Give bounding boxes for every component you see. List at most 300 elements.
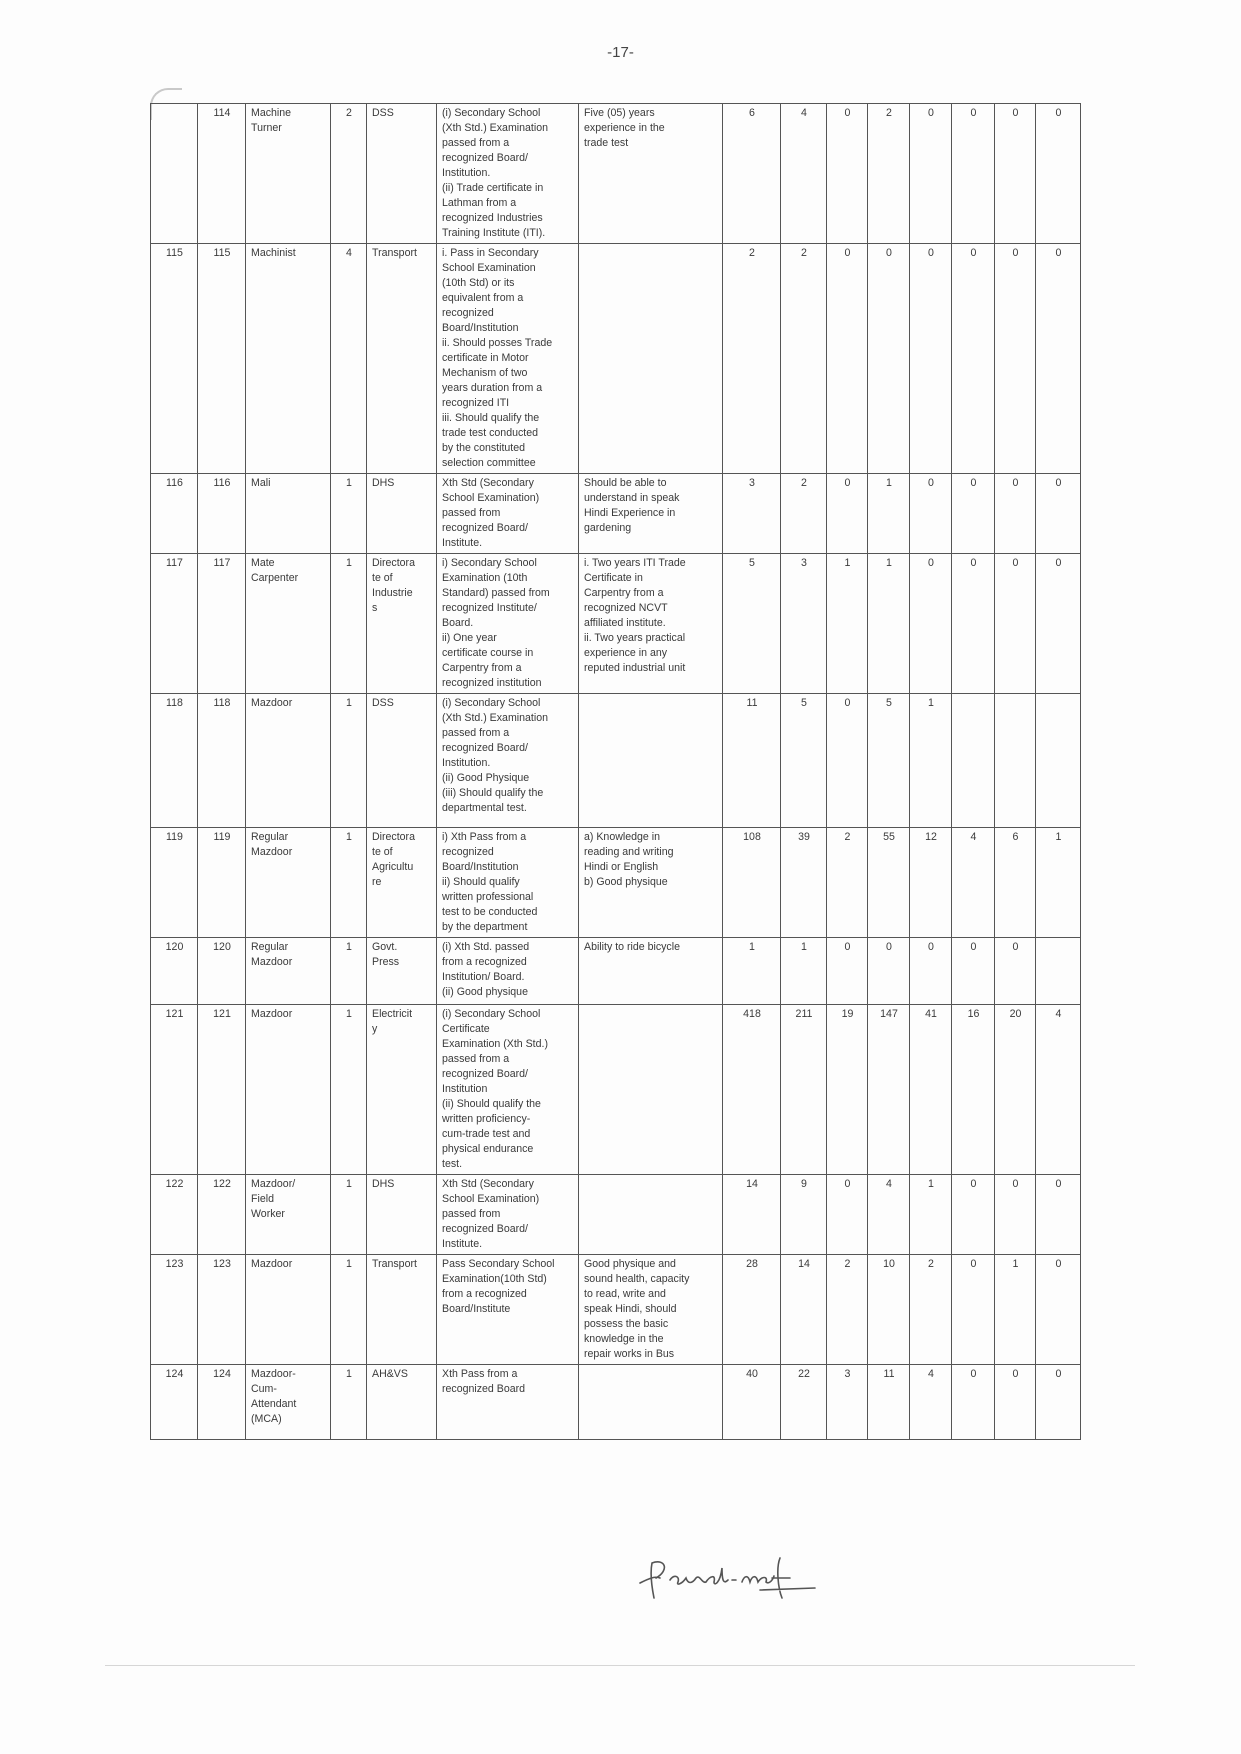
count-cell [1036,694,1081,828]
count-cell: 2 [781,474,827,554]
count-cell: 41 [910,1005,952,1175]
essential-qualification-cell-line: i. Pass in Secondary [442,247,539,259]
essential-qualification-cell [437,554,579,694]
count-cell: 11 [723,694,781,828]
essential-qualification-cell-line: (ii) Good physique [442,986,528,998]
desirable-qualification-cell [579,1005,723,1175]
department-cell-line: DSS [372,697,394,709]
serial-number-cell [151,104,198,244]
department-cell [367,694,437,828]
post-name-cell-line: Attendant [251,1398,297,1410]
table-row [151,1255,1081,1365]
serial-number-cell: 115 [151,244,198,474]
essential-qualification-cell-line: physical endurance [442,1143,534,1155]
desirable-qualification-cell-line: experience in the [584,122,665,134]
count-cell [1036,938,1081,1005]
essential-qualification-cell-line: (ii) Should qualify the [442,1098,541,1110]
essential-qualification-cell-line: by the department [442,921,528,933]
essential-qualification-cell-line: written proficiency- [442,1113,531,1125]
post-name-cell-line: Machine [251,107,292,119]
count-cell: 0 [952,244,995,474]
desirable-qualification-cell-line: reading and writing [584,846,674,858]
count-cell: 28 [723,1255,781,1365]
count-cell: 418 [723,1005,781,1175]
vacancies-cell: 1 [331,828,367,938]
essential-qualification-cell-line: Institution. [442,757,491,769]
desirable-qualification-cell-line: trade test [584,137,629,149]
essential-qualification-cell-line: recognized Institute/ [442,602,537,614]
count-cell: 22 [781,1365,827,1440]
table-row [151,104,1081,244]
desirable-qualification-cell [579,474,723,554]
table-row [151,1175,1081,1255]
essential-qualification-cell-line: recognized Board [442,1383,526,1395]
count-cell: 0 [827,244,868,474]
desirable-qualification-cell-line: knowledge in the [584,1333,664,1345]
post-number-cell: 120 [198,938,246,1005]
department-cell [367,104,437,244]
count-cell: 6 [723,104,781,244]
essential-qualification-cell-line: recognized institution [442,677,542,689]
desirable-qualification-cell-line: understand in speak [584,492,680,504]
post-name-cell-line: Mazdoor [251,1258,293,1270]
post-name-cell-line: Regular [251,941,289,953]
essential-qualification-cell-line: (ii) Trade certificate in [442,182,544,194]
essential-qualification-cell [437,104,579,244]
count-cell: 1 [1036,828,1081,938]
count-cell: 10 [868,1255,910,1365]
serial-number-cell: 120 [151,938,198,1005]
post-name-cell [246,1005,331,1175]
essential-qualification-cell [437,244,579,474]
department-cell-line: AH&VS [372,1368,408,1380]
department-cell-line: y [372,1023,378,1035]
desirable-qualification-cell-line: repair works in Bus [584,1348,675,1360]
essential-qualification-cell [437,938,579,1005]
vacancies-cell: 1 [331,1255,367,1365]
count-cell: 147 [868,1005,910,1175]
desirable-qualification-cell-line: b) Good physique [584,876,668,888]
essential-qualification-cell-line: Board. [442,617,474,629]
desirable-qualification-cell-line: Hindi Experience in [584,507,676,519]
essential-qualification-cell-line: (i) Secondary School [442,697,541,709]
post-name-cell-line: Mazdoor [251,956,293,968]
essential-qualification-cell-line: trade test conducted [442,427,538,439]
essential-qualification-cell-line: School Examination [442,262,536,274]
count-cell: 2 [827,828,868,938]
count-cell: 0 [827,1175,868,1255]
count-cell: 1 [723,938,781,1005]
count-cell: 0 [952,1255,995,1365]
essential-qualification-cell-line: certificate in Motor [442,352,529,364]
essential-qualification-cell-line: (ii) Good Physique [442,772,530,784]
desirable-qualification-cell-line: experience in any [584,647,668,659]
count-cell: 0 [952,104,995,244]
serial-number-cell: 123 [151,1255,198,1365]
desirable-qualification-cell [579,1175,723,1255]
count-cell: 4 [1036,1005,1081,1175]
post-name-cell-line: Mazdoor- [251,1368,296,1380]
count-cell: 0 [868,244,910,474]
count-cell [952,694,995,828]
post-number-cell: 121 [198,1005,246,1175]
essential-qualification-cell-line: (Xth Std.) Examination [442,712,548,724]
essential-qualification-cell-line: departmental test. [442,802,527,814]
essential-qualification-cell-line: cum-trade test and [442,1128,531,1140]
count-cell: 0 [827,938,868,1005]
count-cell: 0 [952,938,995,1005]
essential-qualification-cell-line: recognized ITI [442,397,510,409]
essential-qualification-cell-line: Institution. [442,167,491,179]
essential-qualification-cell-line: passed from a [442,137,510,149]
post-name-cell-line: Carpenter [251,572,299,584]
essential-qualification-cell-line: written professional [442,891,534,903]
post-name-cell-line: Cum- [251,1383,277,1395]
post-number-cell: 119 [198,828,246,938]
post-number-cell: 116 [198,474,246,554]
essential-qualification-cell-line: Board/Institute [442,1303,511,1315]
vacancies-cell: 1 [331,1175,367,1255]
count-cell: 0 [995,554,1036,694]
count-cell: 5 [868,694,910,828]
vacancies-cell: 1 [331,1365,367,1440]
desirable-qualification-cell-line: reputed industrial unit [584,662,686,674]
essential-qualification-cell-line: ii. Should posses Trade [442,337,553,349]
department-cell-line: Transport [372,1258,417,1270]
essential-qualification-cell-line: passed from a [442,1053,510,1065]
count-cell: 1 [910,1175,952,1255]
desirable-qualification-cell [579,554,723,694]
department-cell-line: Transport [372,247,417,259]
essential-qualification-cell [437,1005,579,1175]
serial-number-cell: 119 [151,828,198,938]
signature [630,1548,820,1608]
count-cell: 0 [995,474,1036,554]
department-cell [367,1175,437,1255]
essential-qualification-cell-line: by the constituted [442,442,526,454]
department-cell [367,1255,437,1365]
desirable-qualification-cell-line: Hindi or English [584,861,659,873]
department-cell-line: DSS [372,107,394,119]
post-name-cell-line: Machinist [251,247,296,259]
desirable-qualification-cell [579,938,723,1005]
count-cell: 1 [868,474,910,554]
count-cell: 1 [781,938,827,1005]
desirable-qualification-cell-line: a) Knowledge in [584,831,660,843]
count-cell: 0 [952,554,995,694]
desirable-qualification-cell-line: Carpentry from a [584,587,664,599]
desirable-qualification-cell-line: sound health, capacity [584,1273,690,1285]
count-cell: 0 [868,938,910,1005]
count-cell: 55 [868,828,910,938]
count-cell: 0 [910,554,952,694]
vacancies-cell: 1 [331,474,367,554]
post-name-cell-line: Regular [251,831,289,843]
vacancies-cell: 1 [331,694,367,828]
post-name-cell-line: Turner [251,122,282,134]
count-cell: 0 [1036,554,1081,694]
count-cell: 0 [995,104,1036,244]
count-cell: 9 [781,1175,827,1255]
post-name-cell [246,244,331,474]
count-cell: 0 [1036,1175,1081,1255]
post-name-cell [246,1255,331,1365]
count-cell: 0 [952,1175,995,1255]
count-cell: 1 [868,554,910,694]
desirable-qualification-cell [579,694,723,828]
count-cell: 0 [910,104,952,244]
vacancies-cell: 2 [331,104,367,244]
department-cell [367,938,437,1005]
desirable-qualification-cell [579,1365,723,1440]
post-name-cell-line: (MCA) [251,1413,282,1425]
count-cell: 211 [781,1005,827,1175]
essential-qualification-cell-line: Institution [442,1083,488,1095]
department-cell [367,554,437,694]
table-row [151,1005,1081,1175]
count-cell: 0 [827,474,868,554]
vacancies-cell: 1 [331,1005,367,1175]
count-cell: 12 [910,828,952,938]
count-cell: 0 [1036,474,1081,554]
count-cell: 0 [952,474,995,554]
post-name-cell-line: Mazdoor/ [251,1178,296,1190]
count-cell: 0 [995,1175,1036,1255]
desirable-qualification-cell-line: Good physique and [584,1258,676,1270]
post-name-cell-line: Mazdoor [251,846,293,858]
post-name-cell-line: Mali [251,477,271,489]
post-name-cell [246,938,331,1005]
serial-number-cell: 122 [151,1175,198,1255]
essential-qualification-cell-line: School Examination) [442,492,540,504]
table-row [151,1365,1081,1440]
count-cell: 1 [827,554,868,694]
essential-qualification-cell-line: Carpentry from a [442,662,522,674]
desirable-qualification-cell-line: i. Two years ITI Trade [584,557,686,569]
post-name-cell-line: Mazdoor [251,1008,293,1020]
essential-qualification-cell-line: selection committee [442,457,536,469]
count-cell: 2 [868,104,910,244]
table-row [151,554,1081,694]
count-cell: 39 [781,828,827,938]
count-cell: 5 [781,694,827,828]
count-cell: 0 [1036,104,1081,244]
post-name-cell [246,1175,331,1255]
post-name-cell [246,554,331,694]
essential-qualification-cell-line: equivalent from a [442,292,524,304]
essential-qualification-cell-line: (10th Std) or its [442,277,515,289]
essential-qualification-cell-line: (i) Secondary School [442,1008,541,1020]
essential-qualification-cell-line: School Examination) [442,1193,540,1205]
count-cell: 2 [781,244,827,474]
count-cell: 5 [723,554,781,694]
count-cell: 0 [1036,244,1081,474]
count-cell: 0 [1036,1365,1081,1440]
essential-qualification-cell-line: Examination (Xth Std.) [442,1038,548,1050]
desirable-qualification-cell-line: ii. Two years practical [584,632,686,644]
post-number-cell: 115 [198,244,246,474]
essential-qualification-cell-line: Pass Secondary School [442,1258,555,1270]
essential-qualification-cell-line: (iii) Should qualify the [442,787,544,799]
essential-qualification-cell-line: Mechanism of two [442,367,528,379]
essential-qualification-cell [437,828,579,938]
essential-qualification-cell-line: recognized Industries [442,212,543,224]
count-cell: 3 [781,554,827,694]
essential-qualification-cell-line: recognized Board/ [442,1223,528,1235]
essential-qualification-cell-line: iii. Should qualify the [442,412,540,424]
page-number: -17- [607,44,634,61]
essential-qualification-cell [437,1175,579,1255]
essential-qualification-cell-line: from a recognized [442,1288,527,1300]
count-cell: 4 [952,828,995,938]
post-name-cell-line: Mazdoor [251,697,293,709]
serial-number-cell: 124 [151,1365,198,1440]
essential-qualification-cell [437,1255,579,1365]
count-cell: 19 [827,1005,868,1175]
count-cell: 2 [910,1255,952,1365]
department-cell [367,474,437,554]
essential-qualification-cell-line: years duration from a [442,382,543,394]
post-name-cell [246,104,331,244]
count-cell: 14 [723,1175,781,1255]
desirable-qualification-cell-line: possess the basic [584,1318,669,1330]
department-cell-line: Electricit [372,1008,413,1020]
count-cell: 1 [995,1255,1036,1365]
department-cell-line: Press [372,956,400,968]
count-cell: 4 [910,1365,952,1440]
count-cell: 2 [827,1255,868,1365]
post-name-cell [246,1365,331,1440]
department-cell-line: Agricultu [372,861,414,873]
count-cell: 14 [781,1255,827,1365]
desirable-qualification-cell-line: Ability to ride bicycle [584,941,680,953]
count-cell: 2 [723,244,781,474]
count-cell: 4 [868,1175,910,1255]
department-cell-line: te of [372,572,393,584]
desirable-qualification-cell-line: gardening [584,522,632,534]
desirable-qualification-cell-line: Should be able to [584,477,667,489]
department-cell-line: Directora [372,831,415,843]
essential-qualification-cell [437,694,579,828]
table-row [151,828,1081,938]
vacancies-cell: 1 [331,554,367,694]
table-row [151,938,1081,1005]
count-cell: 0 [995,244,1036,474]
desirable-qualification-cell-line: speak Hindi, should [584,1303,677,1315]
essential-qualification-cell-line: recognized [442,846,494,858]
desirable-qualification-cell-line: Five (05) years [584,107,655,119]
essential-qualification-cell-line: Lathman from a [442,197,517,209]
post-number-cell: 114 [198,104,246,244]
essential-qualification-cell [437,1365,579,1440]
desirable-qualification-cell [579,828,723,938]
department-cell-line: DHS [372,1178,395,1190]
post-name-cell-line: Mate [251,557,275,569]
essential-qualification-cell-line: recognized Board/ [442,1068,528,1080]
essential-qualification-cell-line: Xth Pass from a [442,1368,518,1380]
count-cell: 3 [827,1365,868,1440]
essential-qualification-cell-line: i) Secondary School [442,557,537,569]
post-name-cell-line: Field [251,1193,274,1205]
essential-qualification-cell-line: test. [442,1158,463,1170]
serial-number-cell: 116 [151,474,198,554]
essential-qualification-cell-line: recognized Board/ [442,522,528,534]
essential-qualification-cell-line: recognized Board/ [442,742,528,754]
department-cell-line: s [372,602,378,614]
count-cell: 1 [910,694,952,828]
desirable-qualification-cell-line: Certificate in [584,572,643,584]
post-name-cell [246,474,331,554]
serial-number-cell: 121 [151,1005,198,1175]
department-cell [367,244,437,474]
page-bottom-rule [105,1665,1135,1666]
vacancies-cell: 4 [331,244,367,474]
essential-qualification-cell-line: (i) Xth Std. passed [442,941,530,953]
essential-qualification-cell [437,474,579,554]
department-cell-line: Govt. [372,941,398,953]
essential-qualification-cell-line: Board/Institution [442,861,519,873]
essential-qualification-cell-line: Standard) passed from [442,587,550,599]
essential-qualification-cell-line: Training Institute (ITI). [442,227,546,239]
serial-number-cell: 118 [151,694,198,828]
desirable-qualification-cell [579,244,723,474]
post-name-cell [246,694,331,828]
post-number-cell: 123 [198,1255,246,1365]
count-cell: 0 [995,938,1036,1005]
department-cell [367,828,437,938]
count-cell: 16 [952,1005,995,1175]
department-cell-line: DHS [372,477,395,489]
count-cell: 11 [868,1365,910,1440]
desirable-qualification-cell [579,104,723,244]
count-cell: 3 [723,474,781,554]
table-body [151,104,1081,1440]
table-row [151,474,1081,554]
essential-qualification-cell-line: Board/Institution [442,322,519,334]
count-cell: 0 [910,244,952,474]
essential-qualification-cell-line: Institute. [442,537,483,549]
essential-qualification-cell-line: i) Xth Pass from a [442,831,527,843]
essential-qualification-cell-line: Certificate [442,1023,490,1035]
essential-qualification-cell-line: recognized [442,307,494,319]
count-cell: 0 [910,474,952,554]
desirable-qualification-cell [579,1255,723,1365]
essential-qualification-cell-line: Examination (10th [442,572,528,584]
essential-qualification-cell-line: test to be conducted [442,906,538,918]
count-cell [995,694,1036,828]
essential-qualification-cell-line: recognized Board/ [442,152,528,164]
essential-qualification-cell-line: Institution/ Board. [442,971,525,983]
count-cell: 20 [995,1005,1036,1175]
serial-number-cell: 117 [151,554,198,694]
department-cell-line: te of [372,846,393,858]
essential-qualification-cell-line: passed from [442,507,501,519]
count-cell: 4 [781,104,827,244]
essential-qualification-cell-line: Xth Std (Secondary [442,477,534,489]
count-cell: 6 [995,828,1036,938]
count-cell: 40 [723,1365,781,1440]
vacancies-cell: 1 [331,938,367,1005]
essential-qualification-cell-line: passed from a [442,727,510,739]
essential-qualification-cell-line: from a recognized [442,956,527,968]
post-name-cell [246,828,331,938]
count-cell: 0 [995,1365,1036,1440]
essential-qualification-cell-line: passed from [442,1208,501,1220]
desirable-qualification-cell-line: affiliated institute. [584,617,666,629]
essential-qualification-cell-line: Institute. [442,1238,483,1250]
essential-qualification-cell-line: (Xth Std.) Examination [442,122,548,134]
post-number-cell: 118 [198,694,246,828]
